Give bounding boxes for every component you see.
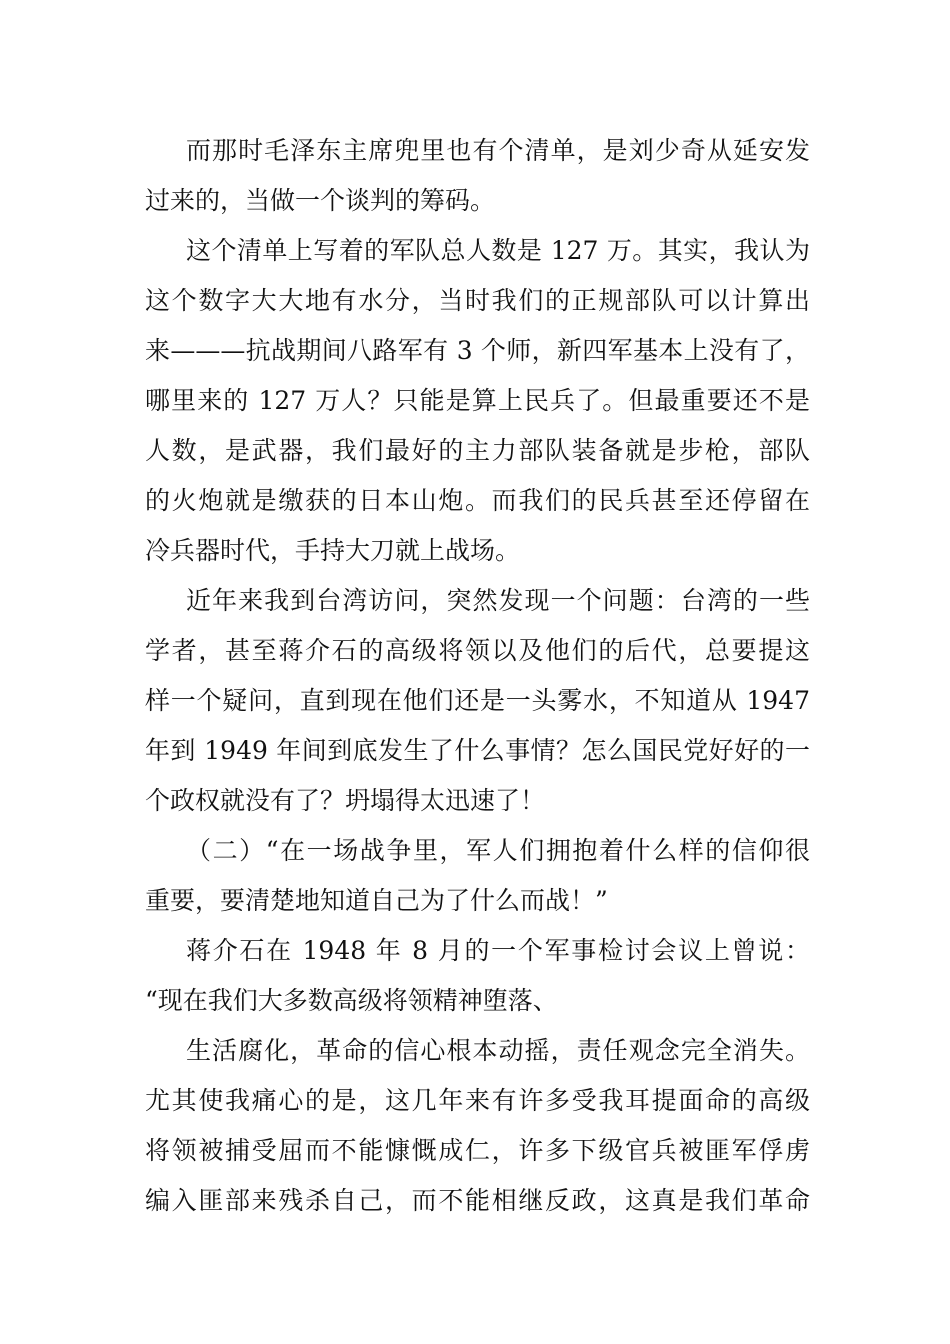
text-line: 这个清单上写着的军队总人数是 127 万。其实，我认为 <box>186 236 810 265</box>
text-line: 年到 1949 年间到底发生了什么事情？怎么国民党好好的一 <box>145 736 810 765</box>
text-line: 将领被捕受屈而不能慷慨成仁，许多下级官兵被匪军俘虏 <box>145 1136 810 1165</box>
text-line: 来———抗战期间八路军有 3 个师，新四军基本上没有了， <box>145 336 810 365</box>
text-line: 样一个疑问，直到现在他们还是一头雾水，不知道从 1947 <box>145 686 810 715</box>
text-line: 尤其使我痛心的是，这几年来有许多受我耳提面命的高级 <box>145 1086 810 1115</box>
text-line: 蒋介石在 1948 年 8 月的一个军事检讨会议上曾说： <box>186 936 810 965</box>
text-line: 近年来我到台湾访问，突然发现一个问题：台湾的一些 <box>186 586 810 615</box>
text-line: 过来的，当做一个谈判的筹码。 <box>145 186 496 215</box>
text-line: （二）“在一场战争里，军人们拥抱着什么样的信仰很 <box>186 836 810 865</box>
text-line: 这个数字大大地有水分，当时我们的正规部队可以计算出 <box>145 286 810 315</box>
text-line: 哪里来的 127 万人？只能是算上民兵了。但最重要还不是 <box>145 386 810 415</box>
text-line: 生活腐化，革命的信心根本动摇，责任观念完全消失。 <box>186 1036 810 1065</box>
text-line: 个政权就没有了？坍塌得太迅速了！ <box>145 786 546 815</box>
text-line: 重要，要清楚地知道自己为了什么而战！” <box>145 886 608 915</box>
text-line: 编入匪部来残杀自己，而不能相继反政，这真是我们革命 <box>145 1186 810 1215</box>
text-line: “现在我们大多数高级将领精神堕落、 <box>145 986 558 1015</box>
text-line: 学者，甚至蒋介石的高级将领以及他们的后代，总要提这 <box>145 636 810 665</box>
text-line: 冷兵器时代，手持大刀就上战场。 <box>145 536 521 565</box>
body-text <box>145 126 810 1226</box>
text-line: 而那时毛泽东主席兜里也有个清单，是刘少奇从延安发 <box>186 136 810 165</box>
text-line: 人数，是武器，我们最好的主力部队装备就是步枪，部队 <box>145 436 810 465</box>
text-line: 的火炮就是缴获的日本山炮。而我们的民兵甚至还停留在 <box>145 486 810 515</box>
